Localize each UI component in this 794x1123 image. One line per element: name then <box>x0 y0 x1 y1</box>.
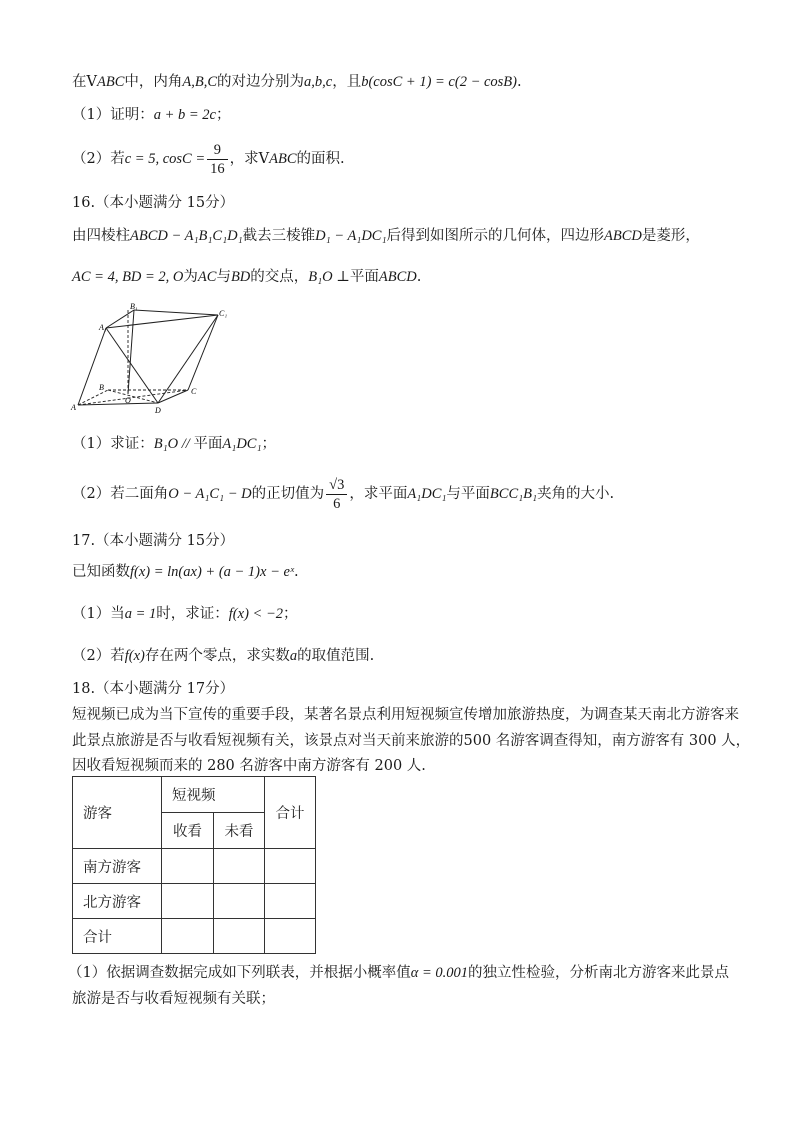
q16-plane: ABCD <box>378 269 417 285</box>
table-row <box>73 884 316 919</box>
q15-part1-label: （1）证明： <box>72 107 154 123</box>
q17-variable: a <box>289 648 298 664</box>
q16-perp: B₁O ⊥ <box>308 269 350 285</box>
q18-part1-line1 <box>68 963 729 983</box>
q15-tri-symbol: V <box>86 74 97 90</box>
table-cell <box>265 919 316 954</box>
q16-text: 平面 <box>193 436 223 452</box>
q17-header: 17.（本小题满分 15分） <box>72 533 235 549</box>
label-A1: A₁ <box>99 323 107 332</box>
fraction-denominator: 6 <box>333 495 341 512</box>
q16-part1-equation: B₁O // <box>153 436 194 452</box>
q16-text: 为 <box>183 269 198 285</box>
label-D: D <box>155 406 161 415</box>
q15-intro <box>72 72 522 92</box>
q18-header: 18.（本小题满分 17分） <box>72 681 235 697</box>
q16-segment: AC <box>197 269 217 285</box>
table-cell <box>265 884 316 919</box>
label-C1: C₁ <box>219 309 228 318</box>
q15-part1-equation: a + b = 2c <box>153 107 216 123</box>
q16-dihedral: O − A₁C₁ − D <box>168 486 252 502</box>
q16-text: 是菱形， <box>641 228 700 244</box>
q18-alpha: α = 0.001 <box>410 965 469 981</box>
q16-line2 <box>72 267 421 287</box>
q16-plane: A₁DC₁ <box>407 486 447 502</box>
q15-text: ，求 <box>229 151 259 167</box>
q17-text: 时，求证： <box>156 606 229 622</box>
table-row <box>73 919 316 954</box>
q17-fx: f(x) <box>124 648 145 664</box>
q16-part1-label: （1）求证： <box>72 436 154 452</box>
q15-text: 的面积. <box>296 151 345 167</box>
contingency-table <box>72 776 316 954</box>
q15-text: ，且 <box>332 74 362 90</box>
q18-part1-label: （1）依据调查数据完成如下列联表，并根据小概率值 <box>68 965 411 981</box>
table-cell <box>214 849 265 884</box>
q17-part2 <box>72 646 374 666</box>
q15-sides: a,b,c <box>304 74 333 90</box>
q16-text: 截去三棱锥 <box>242 228 316 244</box>
q16-text: 的正切值为 <box>251 486 325 502</box>
row-label: 北方游客 <box>73 884 162 919</box>
fraction-numerator: √3 <box>326 476 347 495</box>
q16-part2 <box>72 474 614 514</box>
q16-text: 后得到如图所示的几何体，四边形 <box>386 228 605 244</box>
row-label: 南方游客 <box>73 849 162 884</box>
fraction-denominator: 16 <box>210 160 225 177</box>
q16-text: 与平面 <box>446 486 490 502</box>
q16-header: 16.（本小题满分 15分） <box>72 195 235 211</box>
q17-part2-label: （2）若 <box>72 648 125 664</box>
table-cell <box>265 849 316 884</box>
q17-text: 已知函数 <box>72 564 130 580</box>
q17-part1-label: （1）当 <box>72 606 125 622</box>
q16-prism: ABCD − A₁B₁C₁D₁ <box>130 228 243 244</box>
q16-text: 与 <box>216 269 231 285</box>
q16-text: ； <box>261 436 277 452</box>
q15-text: ； <box>216 107 231 123</box>
label-A: A <box>71 403 76 412</box>
q18-para-line2: 此景点旅游是否与收看短视频有关，该景点对当天前来旅游的500 名游客调查得知，南方游客有 300 人， <box>72 733 751 749</box>
table-header-video: 短视频 <box>162 777 265 813</box>
label-B: B <box>99 383 104 392</box>
q16-text: 的交点， <box>250 269 309 285</box>
table-cell <box>214 919 265 954</box>
q15-text: 中，内角 <box>124 74 183 90</box>
q15-fraction <box>207 141 228 178</box>
table-header-nowatch: 未看 <box>214 813 265 849</box>
q16-text: ，求平面 <box>349 486 408 502</box>
q16-line1 <box>72 226 700 246</box>
q17-text: 的取值范围. <box>297 648 375 664</box>
q16-fraction <box>326 476 347 513</box>
q16-part2-label: （2）若二面角 <box>72 486 169 502</box>
q17-part1 <box>72 604 297 624</box>
q15-part2-equation: c = 5, cosC = <box>124 151 206 167</box>
table-cell <box>214 884 265 919</box>
q18-text: 的独立性检验，分析南北方游客来此景点 <box>468 965 730 981</box>
q15-part2 <box>72 140 345 178</box>
q15-angles: A,B,C <box>182 74 218 90</box>
q18-part1-line2: 旅游是否与收看短视频有关联； <box>72 991 275 1007</box>
q15-triangle-name: ABC <box>269 151 297 167</box>
fraction-numerator: 9 <box>207 141 228 160</box>
table-header-watch: 收看 <box>162 813 214 849</box>
table-header-tourist: 游客 <box>73 777 162 849</box>
q16-text: 夹角的大小. <box>537 486 615 502</box>
q15-text: . <box>517 74 522 90</box>
q16-equation: AC = 4, BD = 2, O <box>72 269 184 285</box>
q16-text: 平面 <box>349 269 379 285</box>
q17-text: 存在两个零点，求实数 <box>144 648 290 664</box>
label-O: O <box>125 396 131 405</box>
geometry-figure <box>68 300 238 418</box>
q15-text: 的对边分别为 <box>217 74 305 90</box>
q15-part1 <box>72 105 231 125</box>
q17-part1-inequality: f(x) < −2 <box>228 606 283 622</box>
q18-para-line1: 短视频已成为当下宣传的重要手段，某著名景点利用短视频宣传增加旅游热度，为调查某天南北方游客来 <box>72 707 739 723</box>
q16-plane: BCC₁B₁ <box>489 486 538 502</box>
q17-text: . <box>294 564 299 580</box>
q15-tri-symbol: V <box>258 151 270 167</box>
q15-triangle-name: ABC <box>96 74 125 90</box>
q17-condition: a = 1 <box>124 606 157 622</box>
q16-quad: ABCD <box>604 228 642 244</box>
q16-segment: BD <box>230 269 251 285</box>
label-B1: B₁ <box>130 302 138 311</box>
table-header-total: 合计 <box>265 777 316 849</box>
label-C: C <box>191 387 197 396</box>
table-cell <box>162 849 214 884</box>
table-row <box>73 849 316 884</box>
q15-equation: b(cosC + 1) = c(2 − cosB) <box>361 74 517 90</box>
q16-pyramid: D₁ − A₁DC₁ <box>315 228 387 244</box>
q17-line1 <box>72 562 299 582</box>
q16-text: 由四棱柱 <box>72 228 130 244</box>
q18-para-line3: 因收看短视频而来的 280 名游客中南方游客有 200 人. <box>72 758 426 774</box>
q16-part1-plane: A₁DC₁ <box>222 436 262 452</box>
q16-text: . <box>416 269 422 285</box>
q15-text: 在 <box>72 74 87 90</box>
q16-part1 <box>72 434 276 454</box>
q17-function: f(x) = ln(ax) + (a − 1)x − eˣ <box>130 564 295 580</box>
row-label: 合计 <box>73 919 162 954</box>
q17-text: ； <box>282 606 298 622</box>
table-cell <box>162 884 214 919</box>
q15-part2-label: （2）若 <box>72 151 125 167</box>
table-cell <box>162 919 214 954</box>
